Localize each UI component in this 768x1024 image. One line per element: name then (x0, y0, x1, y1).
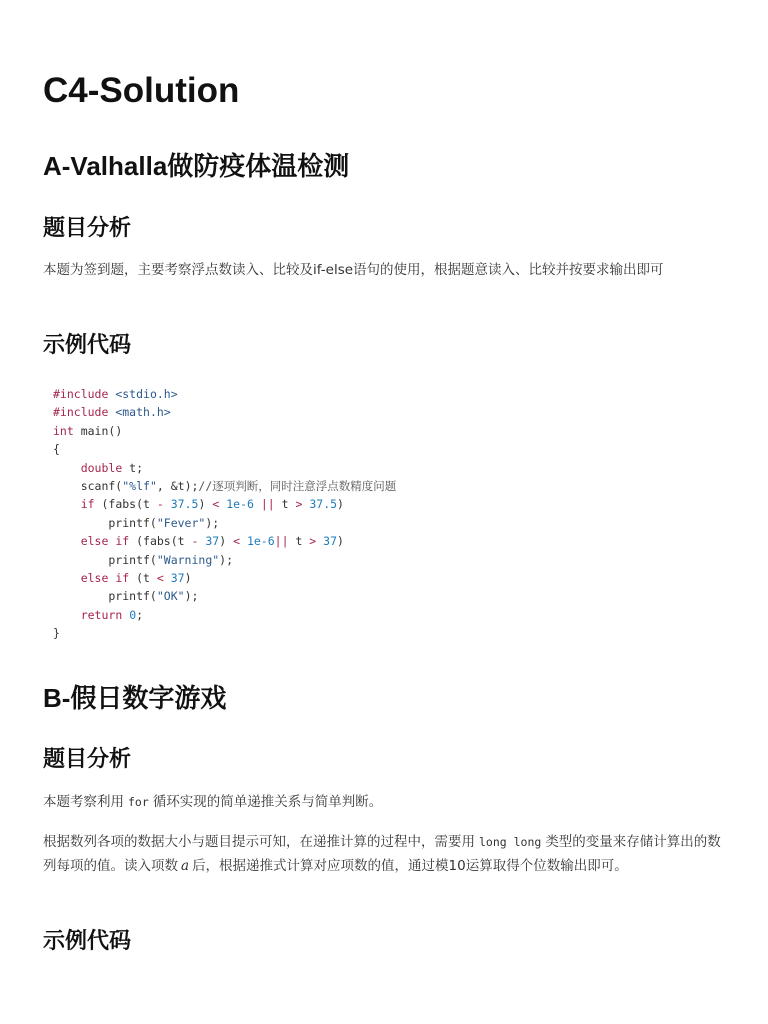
page-title: C4-Solution (43, 71, 240, 110)
section-b-p1-text-after: 循环实现的简单递推关系与简单判断。 (152, 794, 383, 810)
section-a-analysis-text: 本题为签到题，主要考察浮点数读入、比较及if-else语句的使用，根据题意读入、比较并按要求输出即可 (43, 262, 664, 278)
section-b-p2-text-3: 后，根据递推式计算对应项数的值，通过模10运算取得个位数输出即可。 (192, 858, 628, 874)
section-a-code-block: #include <stdio.h> #include <math.h> int main() { double t; scanf("%lf", &t);//逐项判断，同时注意浮点数精度问题 if (fabs(t - 37.5) < 1e-6 || t > 37.5) printf("Fever"); else if (fabs(t - 37) < 1e-6|| t > 37) printf("Warning"); else if (t < 37) printf("OK"); return 0; } (53, 387, 397, 641)
section-a-analysis-heading: 题目分析 (43, 215, 132, 240)
section-b-p1-text-before: 本题考察利用 (43, 794, 124, 810)
section-b-p2-text-2: 类型的变量来存储计算出的数列每项的值。读入项数 (43, 834, 721, 874)
section-a-code-heading: 示例代码 (43, 332, 132, 357)
section-a-heading: A-Valhalla做防疫体温检测 (43, 151, 350, 181)
section-b-p1-code: for (128, 795, 149, 809)
section-b-p2-variable: a (181, 858, 190, 874)
section-b-p2-text-1: 根据数列各项的数据大小与题目提示可知，在递推计算的过程中，需要用 (43, 834, 475, 850)
section-b-paragraph-2 (43, 830, 729, 878)
section-b-p2-code: long long (479, 835, 542, 849)
section-b-analysis-heading: 题目分析 (43, 746, 132, 771)
section-b-heading: B-假日数字游戏 (43, 683, 227, 713)
section-b-paragraph-1 (43, 790, 729, 814)
section-b-code-heading: 示例代码 (43, 928, 132, 953)
